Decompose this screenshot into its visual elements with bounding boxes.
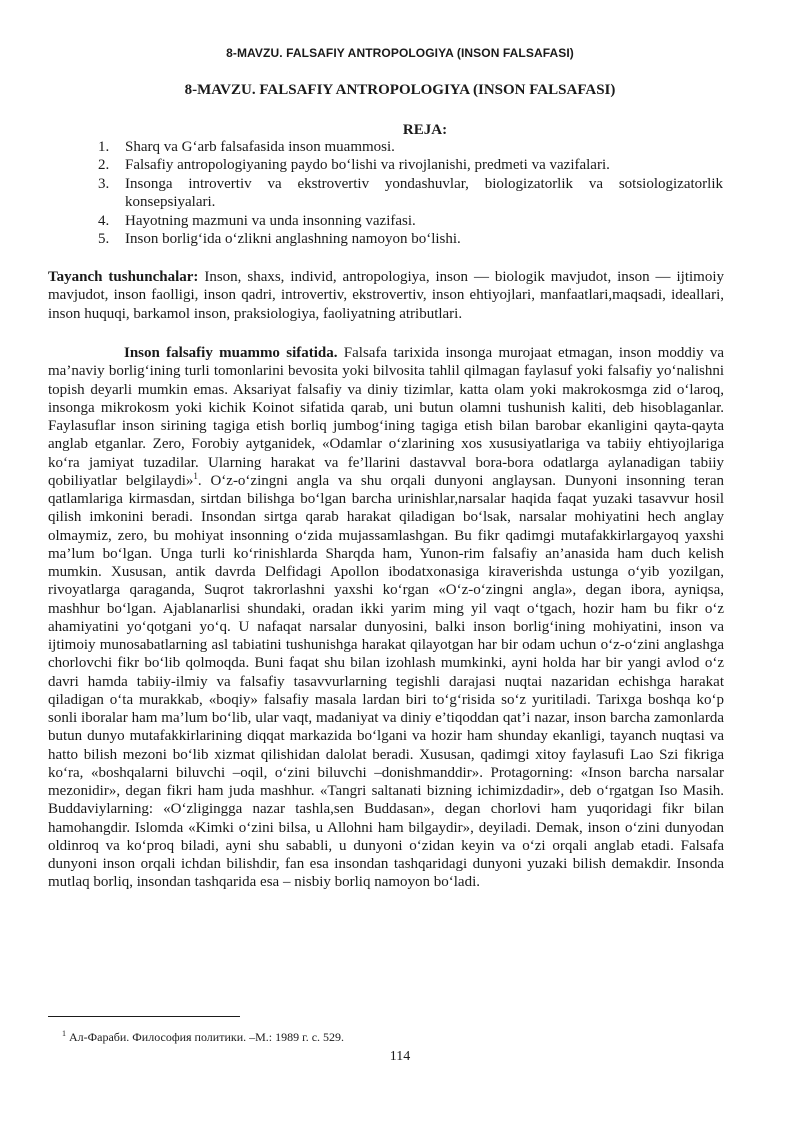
plan-item-text: Sharq va G‘arb falsafasida inson muammosi. [125,139,395,155]
chapter-title: 8-MAVZU. FALSAFIY ANTROPOLOGIYA (INSON FALSAFASI) [184,82,616,98]
plan-item-text: Insonga introvertiv va ekstrovertiv yondashuvlar, biologizatorlik va sotsiologizatorlik konsepsiyalari. [125,175,723,211]
plan-item [98,175,723,212]
footnote-reference[interactable]: 1 [193,470,198,481]
plan-item-number: 3. [98,175,110,192]
plan-item-text: Inson borlig‘ida o‘zlikni anglashning namoyon bo‘lishi. [125,231,461,248]
footnote-divider [48,1016,240,1017]
plan-heading: REJA: [402,122,448,138]
running-header: 8-MAVZU. FALSAFIY ANTROPOLOGIYA (INSON FALSAFASI) [226,46,574,60]
plan-list [98,138,723,248]
plan-item-number: 4. [98,212,110,229]
key-concepts-paragraph [48,268,724,323]
plan-item-text: Falsafiy antropologiyaning paydo bo‘lishi va rivojlanishi, predmeti va vazifalari. [125,157,610,174]
plan-item [98,230,723,248]
plan-item-number: 2. [98,157,110,174]
plan-item-number: 1. [98,139,110,155]
plan-item [98,156,723,174]
body-paragraph [48,344,724,892]
body-text-part-a: Falsafa tarixida insonga murojaat etmagan, inson moddiy va ma’naviy borlig‘ining turli tomonlarini bevosita yoki bilvosita tahlil qilmagan faylasuf yoki falsafiy yo‘nalishni topish deyarli mumkin emas. Aksariyat falsafiy va diniy tizimlar, katta olam yoki makrokosmga zid o‘laroq, insonga mikrokosm yoki kichik Koinot sifatida qarab, uni butun olamni tushunish kaliti, deb hisoblaganlar. Faylasuflar inson sirining tagiga etish borliq jumbog‘ining tagiga etish bilan barobar ekanligini qayta-qayta anglab etganlar. Zero, Forobiy aytganidek, «Odamlar o‘zlarining xos xususiyatlariga va tabiiy ehtiyojlariga ko‘ra jamiyat tuzadilar. Ularning harakat va fe’llarini dastavval bora-bora odatlarga aylanadigan tabiiy qobiliyatlar belgilaydi» [48,345,724,489]
key-concepts-label: Tayanch tushunchalar: [48,269,199,285]
body-text-part-b: . O‘z-o‘zingni angla va shu orqali dunyoni anglaysan. Dunyoni insonning teran qatlamlariga kirmasdan, sirtdan bilishga bo‘lgan barcha urinishlar,narsalar haqida faqat yuzaki tasavvur hosil qilish imkonini beradi. Insondan sirtga qarab harakat qiladigan bo‘lsak, narsalar mohiyatini hech anglay olmaymiz, zero, bu mohiyat insonning o‘zida mujassamlashgan. Bu fikr qadimgi mutafakkirlargayoq yaxshi ma’lum bo‘lgan. Unga turli ko‘rinishlarda Sharqda ham, Yunon-rim falsafiy an’anasida ham duch kelish mumkin. Xususan, antik davrda Delfidagi Apollon ibodatxonasiga kiraverishda ustunga o‘yib yozilgan, rivoyatlarga qaraganda, Suqrot takrorlashni yaxshi ko‘rgan «O‘z-o‘zingni angla», degan ibora, ayniqsa, mashhur bo‘lgan. Ajablanarlisi shundaki, oradan ikki yarim ming yil vaqt o‘tgach, hozir ham bu fikr o‘z ahamiyatini yo‘qotgani yo‘q. U nafaqat narsalar dunyosini, balki inson borlig‘ining mohiyatini, inson va ijtimoiy munosabatlarning asl tabiatini tushunishga harakat qilayotgan har bir odam uchun o‘z-o‘zini anglashga chorlovchi fikr bo‘lib qolmoqda. Buni faqat shu bilan izohlash mumkinki, ayni holda har bir yangi avlod o‘z davri hamda tabiiy-ilmiy va falsafiy tasavvurlarning tegishli darajasi nuqtai nazaridan echishga harakat qiladigan o‘ta murakkab, «boqiy» falsafiy masala lardan biri to‘g‘risida so‘z yuritiladi. Tarixga boshqa ko‘p sonli iboralar ham ma’lum bo‘lib, ular vaqt, madaniyat va diniy e’tiqoddan qat’i nazar, inson barcha zamonlarda butun dunyo mutafakkirlarining diqqat markazida bo‘lgani va hozir ham shunday ekanligi, tayanch nuqtasi va hatto bilish mezoni bo‘lib xizmat qilishidan dalolat beradi. Xususan, qadimgi xitoy faylasufi Lao Szi fikriga ko‘ra, «boshqalarni biluvchi –oqil, o‘zini biluvchi –donishmanddir». Protagorning: «Inson barcha narsalar mezonidir», degan fikri ham juda mashhur. «Tangri saltanati bizning ichimizdadir», deb o‘rgatgan Iso Masih. Buddaviylarning: «O‘zligingga nazar tashla,sen Buddasan», degan chorlovi ham yuqoridagi fikr bilan hamohangdir. Islomda «Kimki o‘zini bilsa, u Allohni ham bilgaydir», deyiladi. Demak, inson o‘zini dunyodan oldinroq va ko‘proq biladi, ayni shu sababli, u dunyoni o‘zidan keyin va o‘zi orqali anglab etadi. Falsafa dunyoni inson orqali ichdan bilishdir, fan esa insondan tashqaridagi dunyoni yuzaki bilish demakdir. Insonda mutlaq borliq, insondan tashqarida esa – nisbiy borliq namoyon bo‘ladi. [48,472,724,891]
page-number: 114 [389,1049,411,1064]
plan-item [98,138,723,156]
footnote [62,1030,722,1044]
plan-item [98,212,723,230]
section-lead: Inson falsafiy muammo sifatida. [124,345,338,361]
footnote-marker: 1 [62,1029,66,1038]
footnote-text: Ал-Фараби. Философия политики. –М.: 1989 г. с. 529. [69,1030,345,1044]
plan-item-number: 5. [98,231,110,248]
key-concepts-text: Inson, shaxs, individ, antropologiya, inson — biologik mavjudot, inson — ijtimoiy mavjudot, inson faolligi, inson qadri, introvertiv, ekstrovertiv, inson ehtiyojlari, manfaatlari,maqsadi, ideallari, inson huquqi, barkamol inson, praksiologiya, faoliyatning atributlari. [48,269,724,322]
plan-item-text: Hayotning mazmuni va unda insonning vazifasi. [125,212,416,229]
